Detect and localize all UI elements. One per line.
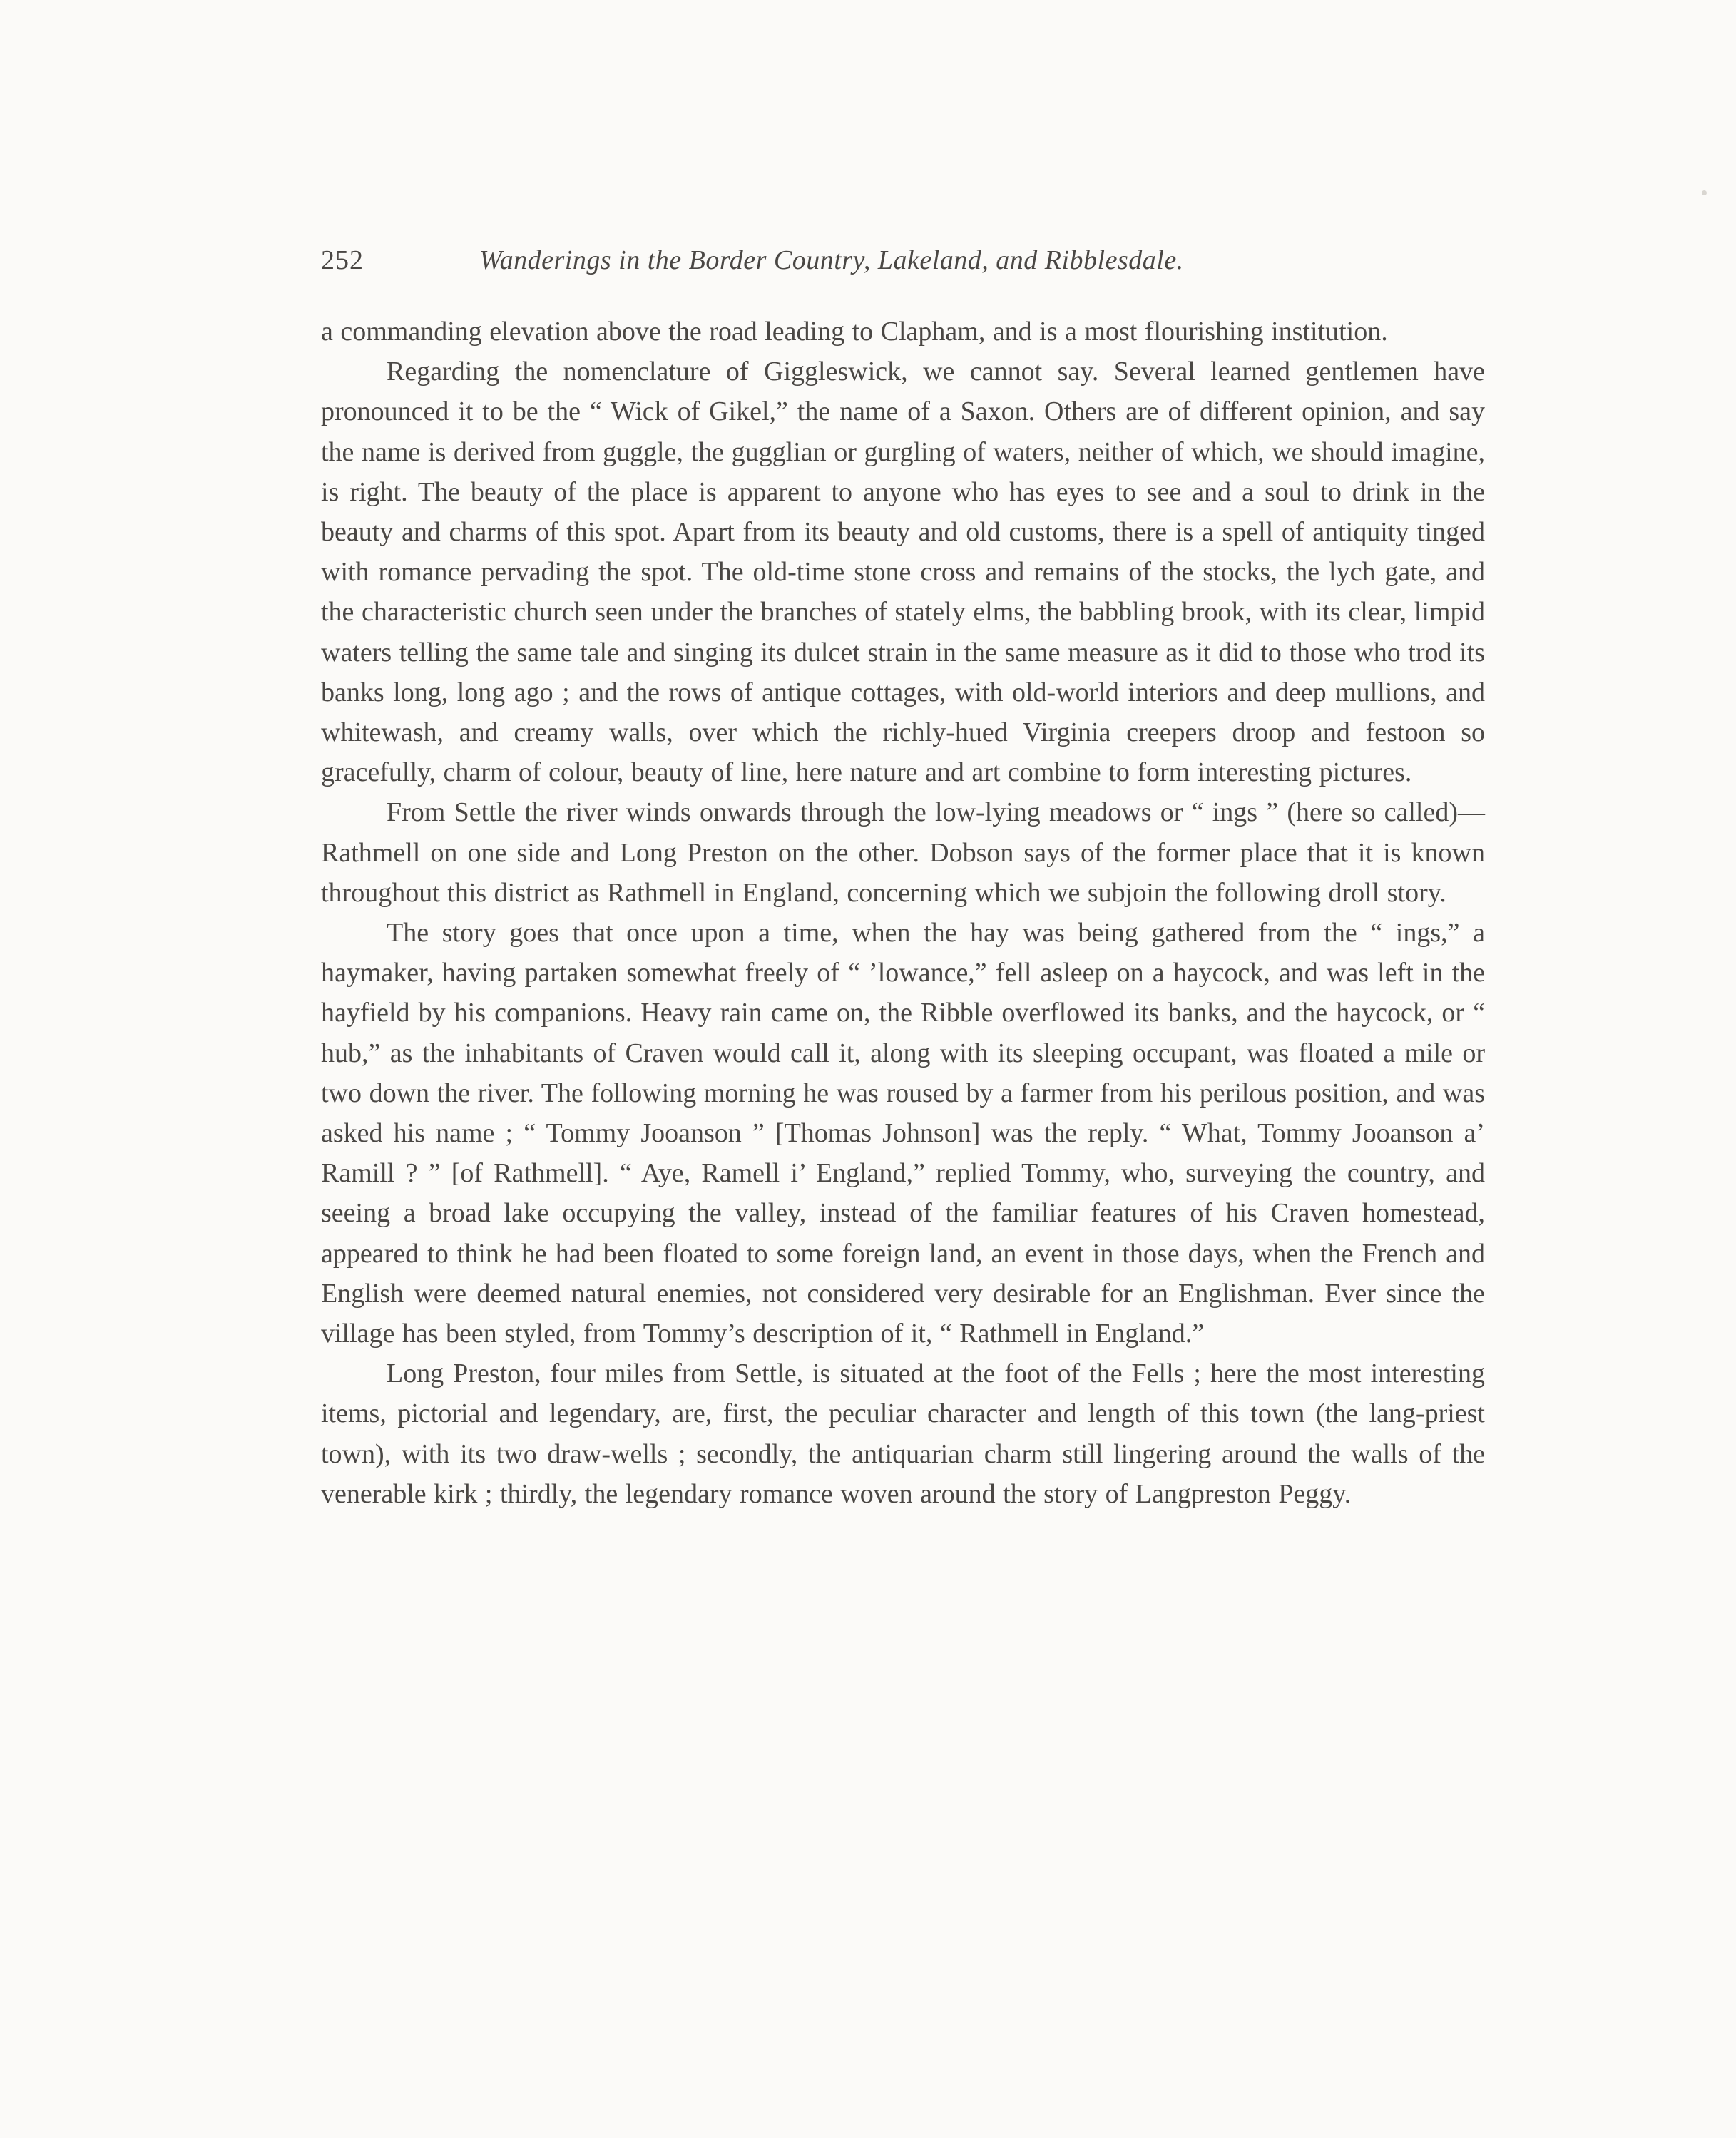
paragraph-continued: a commanding elevation above the road leading to Clapham, and is a most flourishing institution. — [321, 317, 1388, 347]
running-head — [321, 245, 1348, 287]
paragraph-giggleswick: Regarding the nomenclature of Giggleswick, we cannot say. Several learned gentlemen have pronounced it to be the “ Wick of Gikel,” the name of a Saxon. Others are of different opinion, and say the name is derived from guggle, the gugglian or gurgling of waters, neither of which, we should imagine, is right. The beauty of the place is apparent to anyone who has eyes to see and a soul to drink in the beauty and charms of this spot. Apart from its beauty and old customs, there is a spell of antiquity tinged with romance pervading the spot. The old-time stone cross and remains of the stocks, the lych gate, and the characteristic church seen under the branches of stately elms, the babbling brook, with its clear, limpid waters telling the same tale and singing its dulcet strain in the same measure as it did to those who trod its banks long, long ago ; and the rows of antique cottages, with old-world interiors and deep mullions, and whitewash, and creamy walls, over which the richly-hued Virginia creepers droop and festoon so gracefully, charm of colour, beauty of line, here nature and art combine to form interesting pictures. — [321, 357, 1485, 788]
body-text — [321, 312, 1485, 1514]
running-title: Wanderings in the Border Country, Lakeland, and Ribblesdale. — [479, 245, 1184, 275]
paragraph-story: The story goes that once upon a time, when the hay was being gathered from the “ ings,” a haymaker, having partaken somewhat freely of “ ’lowance,” fell asleep on a haycock, and was left in the hayfield by his companions. Heavy rain came on, the Ribble overflowed its banks, and the haycock, or “ hub,” as the inhabitants of Craven would call it, along with its sleeping occupant, was floated a mile or two down the river. The following morning he was roused by a farmer from his perilous position, and was asked his name ; “ Tommy Jooanson ” [Thomas Johnson] was the reply. “ What, Tommy Jooanson a’ Ramill ? ” [of Rathmell]. “ Aye, Ramell i’ England,” replied Tommy, who, surveying the country, and seeing a broad lake occupying the valley, instead of the familiar features of his Craven homestead, appeared to think he had been floated to some foreign land, an event in those days, when the French and English were deemed natural enemies, not considered very desirable for an Englishman. Ever since the village has been styled, from Tommy’s description of it, “ Rathmell in England.” — [321, 918, 1485, 1349]
paragraph-long-preston: Long Preston, four miles from Settle, is situated at the foot of the Fells ; here the most interesting items, pictorial and legendary, are, first, the peculiar character and length of this town (the lang-priest town), with its two draw-wells ; secondly, the antiquarian charm still lingering around the walls of the venerable kirk ; thirdly, the legendary romance woven around the story of Langpreston Peggy. — [321, 1359, 1485, 1509]
paper-speck — [1702, 190, 1707, 195]
paragraph-rathmell: From Settle the river winds onwards through the low-lying meadows or “ ings ” (here so called)—Rathmell on one side and Long Preston on the other. Dobson says of the former place that it is known throughout this district as Rathmell in England, concerning which we subjoin the following droll story. — [321, 797, 1485, 908]
page-number: 252 — [321, 245, 364, 275]
